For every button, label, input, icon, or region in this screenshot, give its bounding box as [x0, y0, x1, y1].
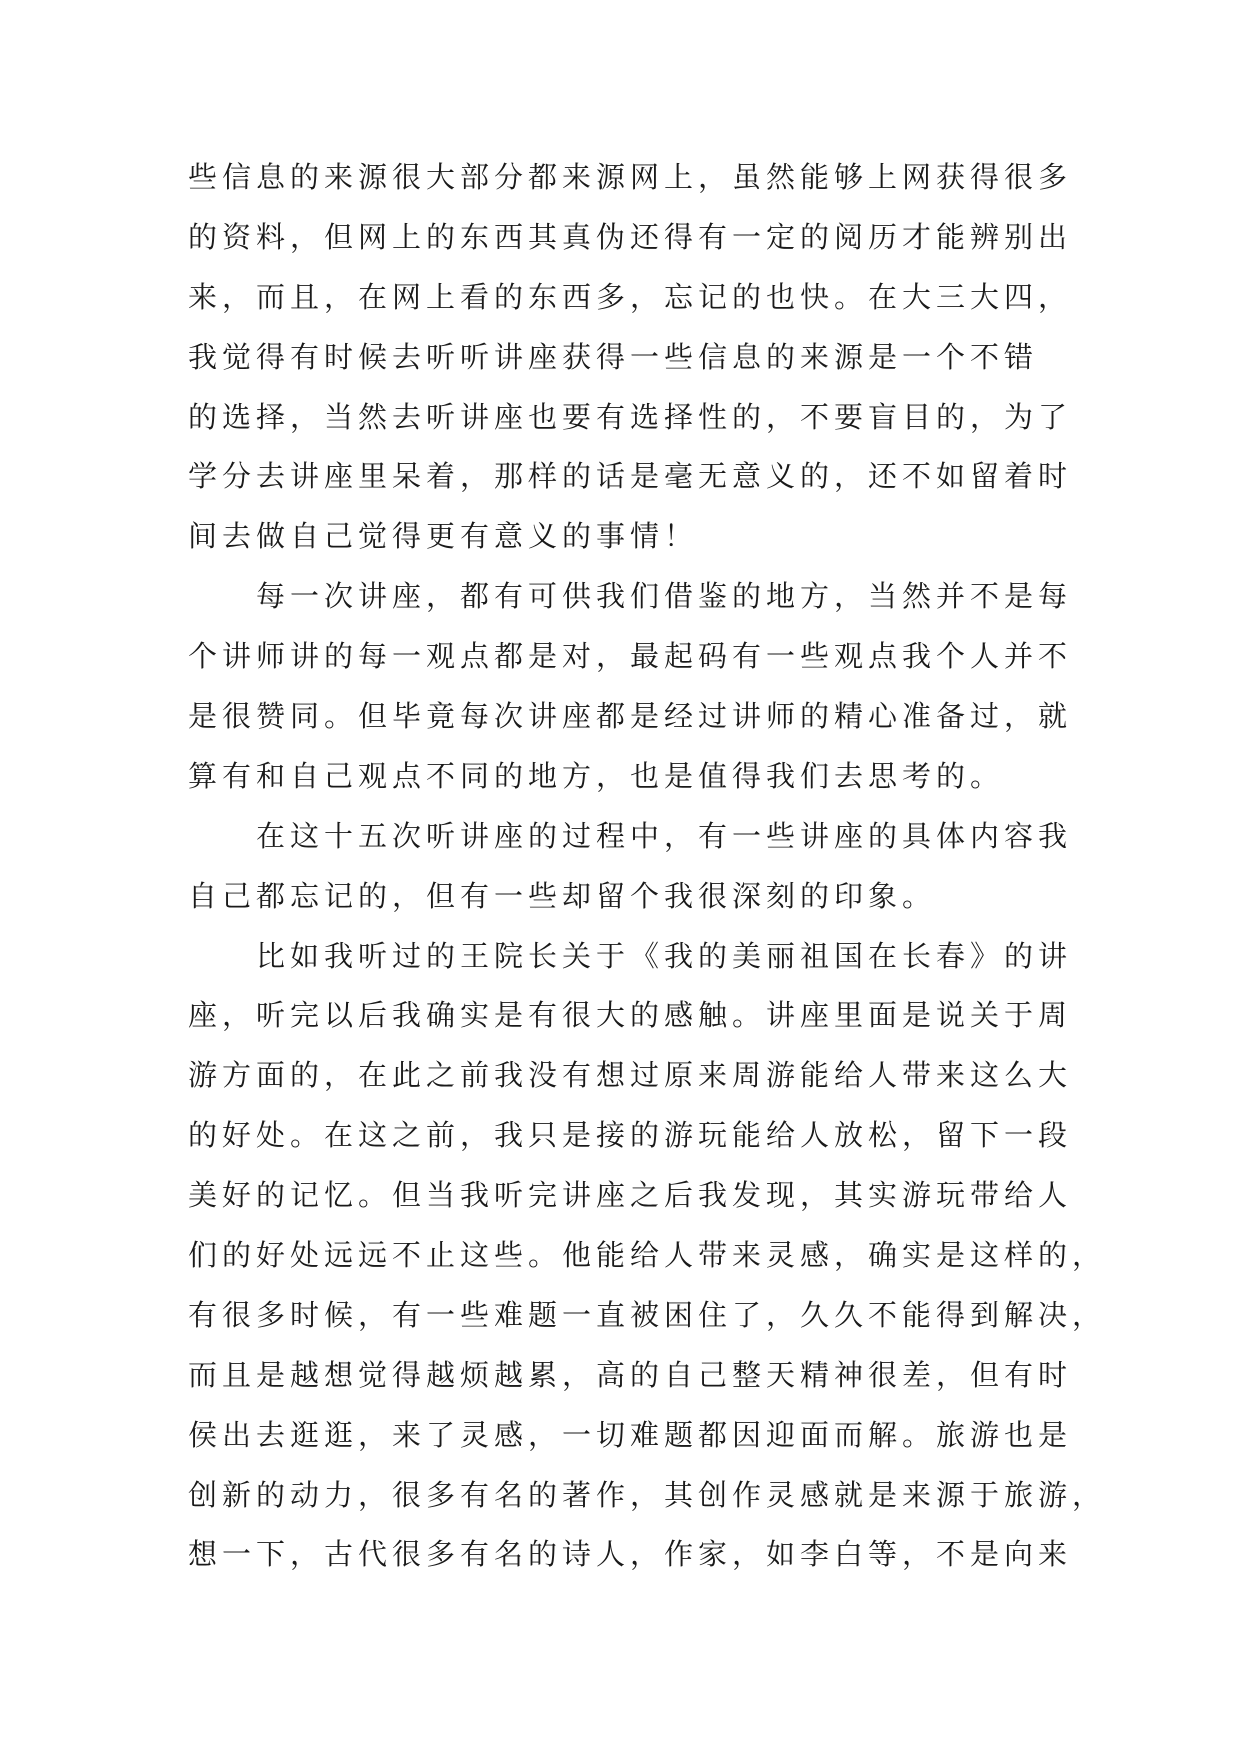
text-line: 些信息的来源很大部分都来源网上，虽然能够上网获得很多: [188, 160, 1073, 194]
paragraph-start-line: 比如我听过的王院长关于《我的美丽祖国在长春》的讲: [256, 938, 1073, 973]
text-line: 的资料，但网上的东西其真伪还得有一定的阅历才能辨别出: [188, 219, 1073, 254]
text-line: 们的好处远远不止这些。他能给人带来灵感，确实是这样的，: [188, 1238, 1107, 1273]
document-body: [188, 148, 1107, 1585]
text-line: 个讲师讲的每一观点都是对，最起码有一些观点我个人并不: [188, 639, 1073, 674]
text-line: 学分去讲座里呆着，那样的话是毫无意义的，还不如留着时: [188, 459, 1073, 494]
text-line: 自己都忘记的，但有一些却留个我很深刻的印象。: [188, 878, 937, 913]
text-line: 算有和自己观点不同的地方，也是值得我们去思考的。: [188, 758, 1005, 793]
text-line: 有很多时候，有一些难题一直被困住了，久久不能得到解决，: [188, 1297, 1107, 1332]
paragraph-start-line: 在这十五次听讲座的过程中，有一些讲座的具体内容我: [256, 818, 1073, 853]
text-line: 间去做自己觉得更有意义的事情！: [188, 519, 699, 554]
text-line: 我觉得有时候去听听讲座获得一些信息的来源是一个不错: [188, 339, 1039, 374]
text-line: 的选择，当然去听讲座也要有选择性的，不要盲目的，为了: [188, 399, 1073, 434]
text-line: 是很赞同。但毕竟每次讲座都是经过讲师的精心准备过，就: [188, 699, 1073, 734]
text-line: 来，而且，在网上看的东西多，忘记的也快。在大三大四，: [188, 279, 1073, 314]
text-line: 创新的动力，很多有名的著作，其创作灵感就是来源于旅游，: [188, 1477, 1107, 1512]
text-line: 游方面的，在此之前我没有想过原来周游能给人带来这么大: [188, 1058, 1073, 1093]
text-line: 想一下，古代很多有名的诗人，作家，如李白等，不是向来: [188, 1537, 1073, 1572]
text-line: 座，听完以后我确实是有很大的感触。讲座里面是说关于周: [188, 998, 1073, 1033]
text-line: 美好的记忆。但当我听完讲座之后我发现，其实游玩带给人: [188, 1178, 1073, 1213]
paragraph-start-line: 每一次讲座，都有可供我们借鉴的地方，当然并不是每: [256, 579, 1073, 614]
text-line: 而且是越想觉得越烦越累，高的自己整天精神很差，但有时: [188, 1357, 1073, 1392]
text-line: 的好处。在这之前，我只是接的游玩能给人放松，留下一段: [188, 1118, 1073, 1153]
text-line: 侯出去逛逛，来了灵感，一切难题都因迎面而解。旅游也是: [188, 1417, 1073, 1452]
